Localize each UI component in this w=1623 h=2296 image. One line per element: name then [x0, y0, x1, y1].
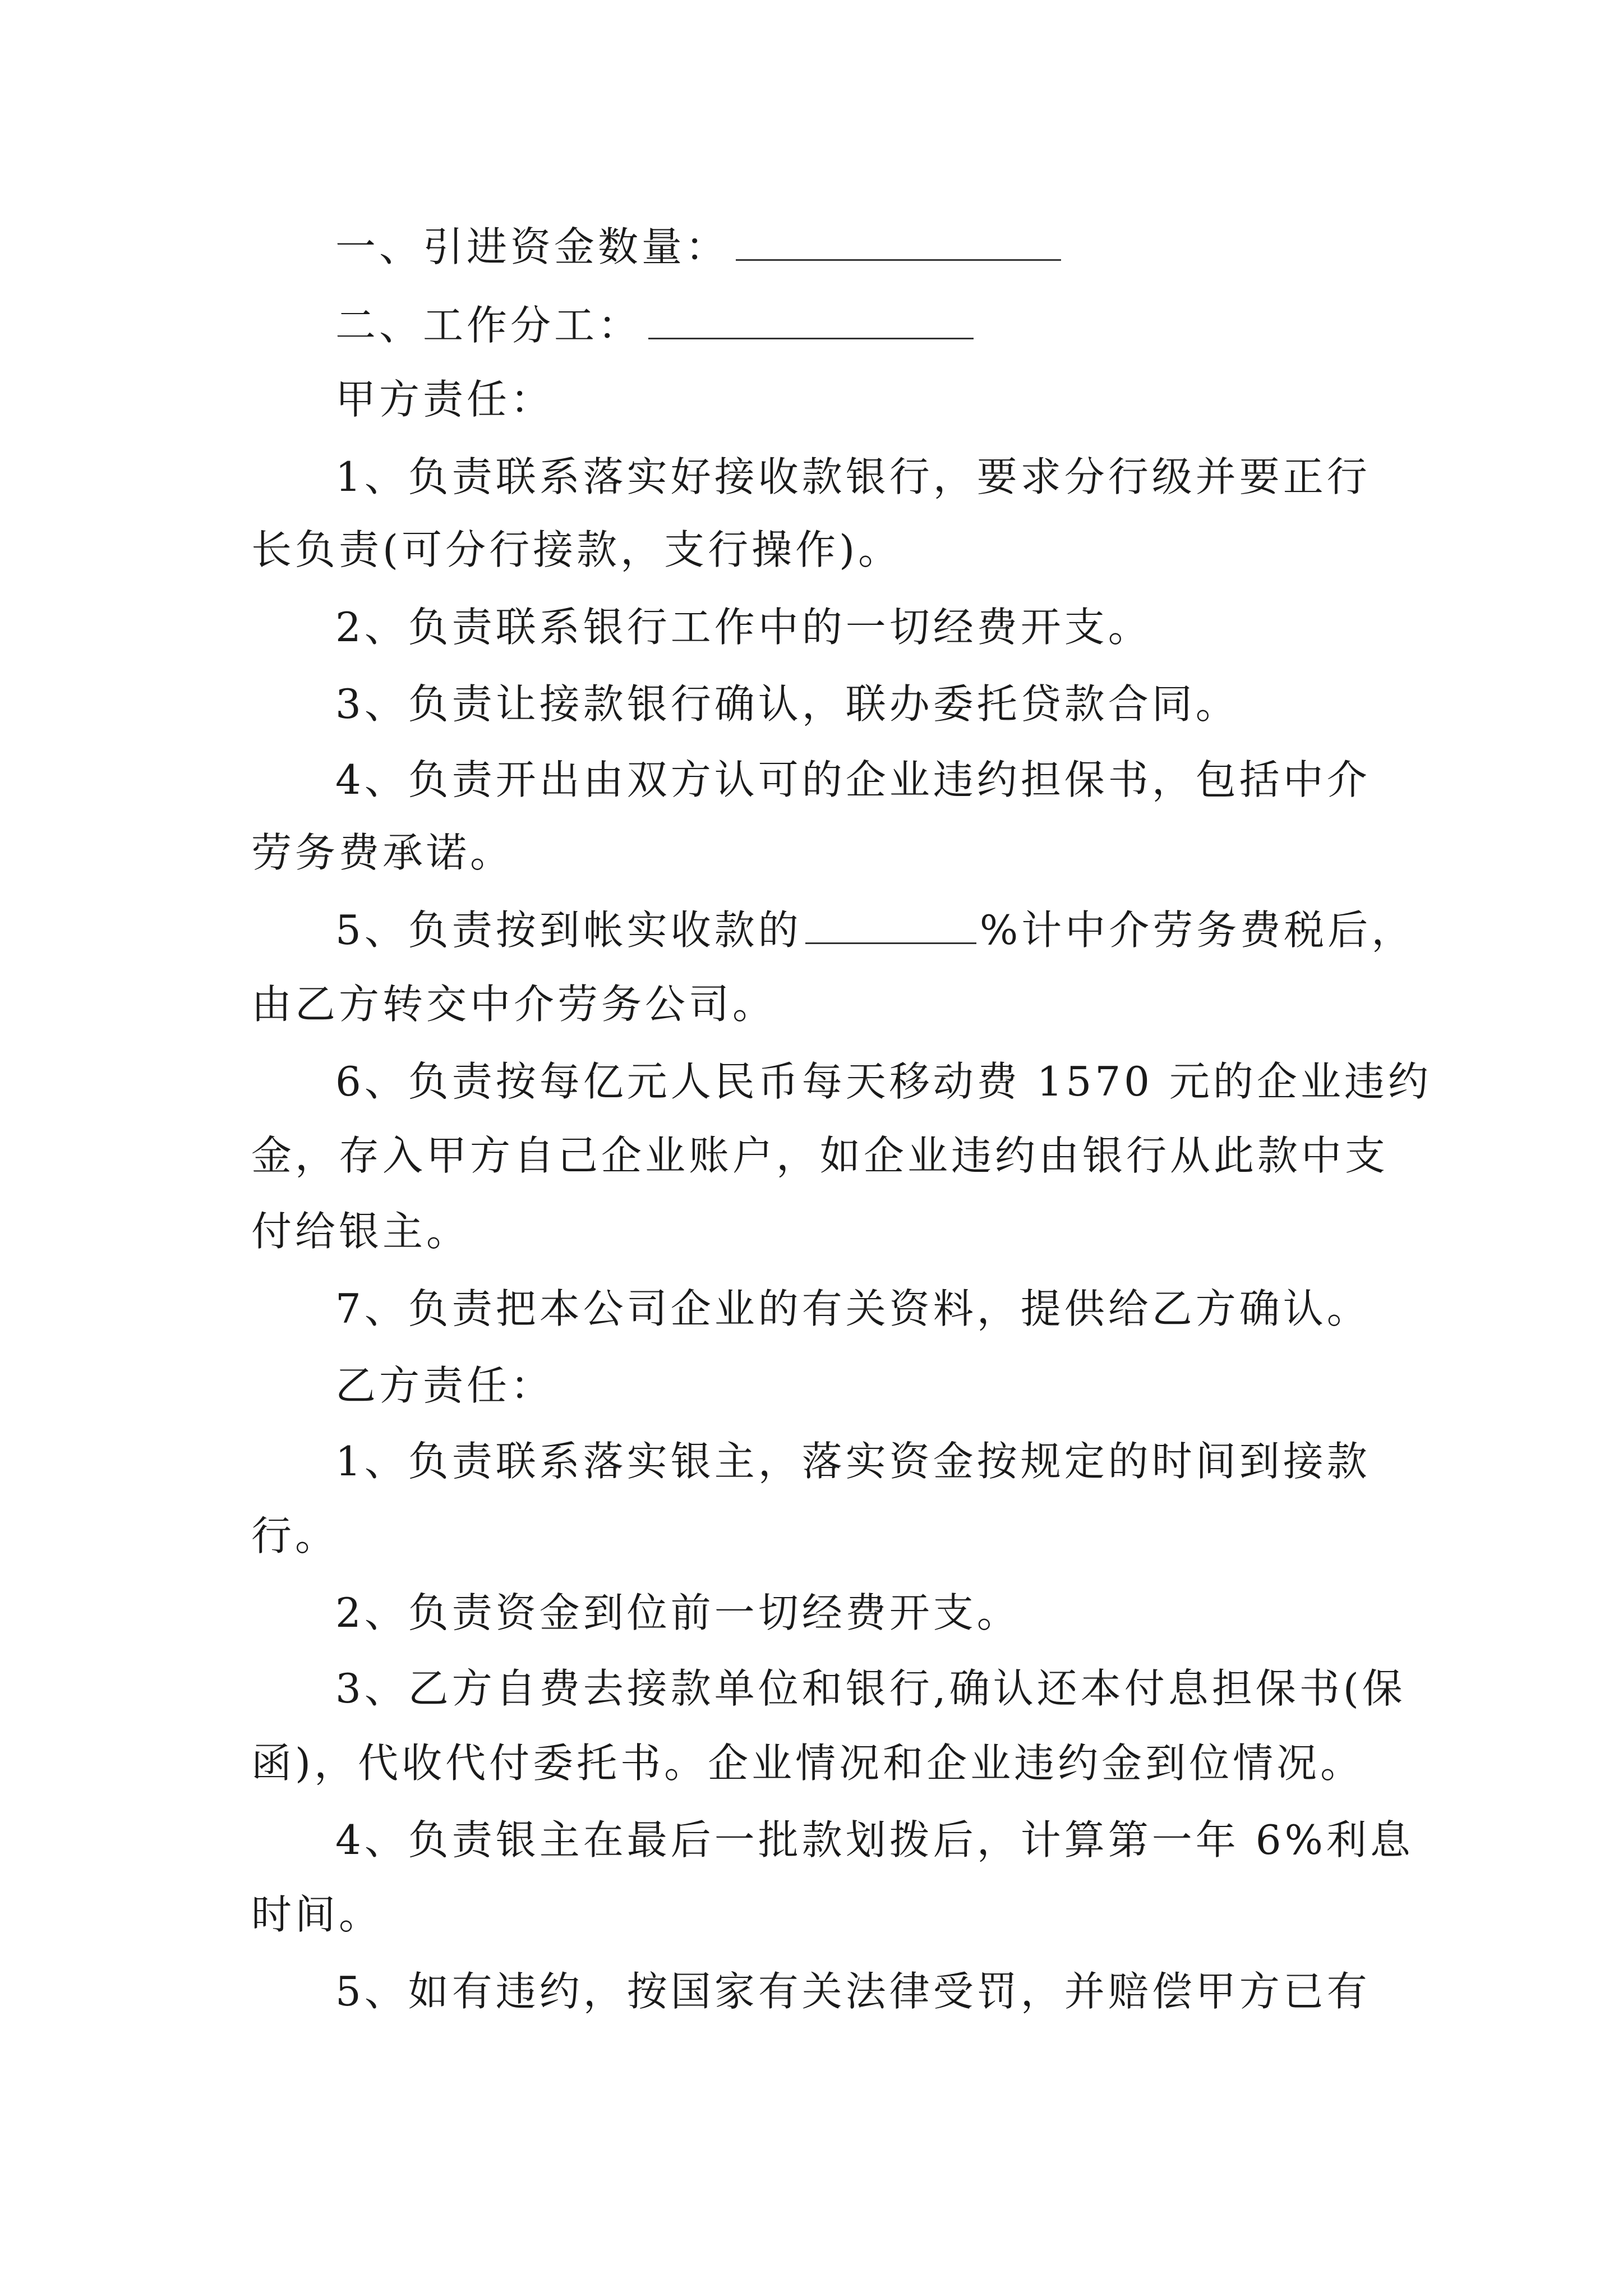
party-a-item-1-cont: 长负责(可分行接款，支行操作)。 [251, 526, 902, 573]
party-a-item-2: 2、负责联系银行工作中的一切经费开支。 [335, 604, 1152, 651]
party-b-item-4: 4、负责银主在最后一批款划拨后，计算第一年 6%利息 [335, 1816, 1414, 1864]
party-a-item-6: 6、负责按每亿元人民币每天移动费 1570 元的企业违约 [335, 1058, 1432, 1105]
section-division-of-work [335, 297, 974, 353]
section-funding-amount [335, 219, 1061, 275]
party-a-item-5-cont: 由乙方转交中介劳务公司。 [251, 981, 777, 1028]
line-text: 5、负责按到帐实收款的 [335, 907, 802, 954]
party-b-item-5: 5、如有违约，按国家有关法律受罚，并赔偿甲方已有 [335, 1968, 1371, 2015]
fill-blank-division-of-work [648, 304, 974, 339]
party-b-item-1: 1、负责联系落实银主，落实资金按规定的时间到接款 [335, 1438, 1371, 1485]
party-a-item-6-cont: 金，存入甲方自己企业账户，如企业违约由银行从此款中支 [251, 1132, 1389, 1179]
party-b-item-3: 3、乙方自费去接款单位和银行,确认还本付息担保书(保 [335, 1665, 1406, 1712]
party-a-item-7: 7、负责把本公司企业的有关资料，提供给乙方确认。 [335, 1285, 1371, 1332]
party-b-item-2: 2、负责资金到位前一切经费开支。 [335, 1589, 1021, 1636]
fill-blank-funding-amount [736, 226, 1061, 261]
party-a-item-3: 3、负责让接款银行确认，联办委托贷款合同。 [335, 680, 1239, 728]
party-a-item-5 [335, 902, 1415, 958]
heading-party-b: 乙方责任： [335, 1362, 555, 1409]
party-b-item-3-cont: 函)，代收代付委托书。企业情况和企业违约金到位情况。 [251, 1740, 1364, 1787]
party-a-item-1: 1、负责联系落实好接收款银行，要求分行级并要正行 [335, 453, 1371, 500]
line-text: 一、引进资金数量： [335, 223, 730, 270]
party-b-item-1-cont: 行。 [251, 1512, 339, 1559]
fill-blank-percentage [805, 909, 976, 944]
party-a-item-6-cont2: 付给银主。 [251, 1208, 471, 1255]
party-a-item-4-cont: 劳务费承诺。 [251, 829, 514, 876]
line-text: %计中介劳务费税后， [979, 907, 1415, 954]
heading-party-a: 甲方责任： [335, 376, 555, 423]
line-text: 二、工作分工： [335, 302, 642, 349]
party-a-item-4: 4、负责开出由双方认可的企业违约担保书，包括中介 [335, 756, 1371, 803]
party-b-item-4-cont: 时间。 [251, 1891, 383, 1938]
